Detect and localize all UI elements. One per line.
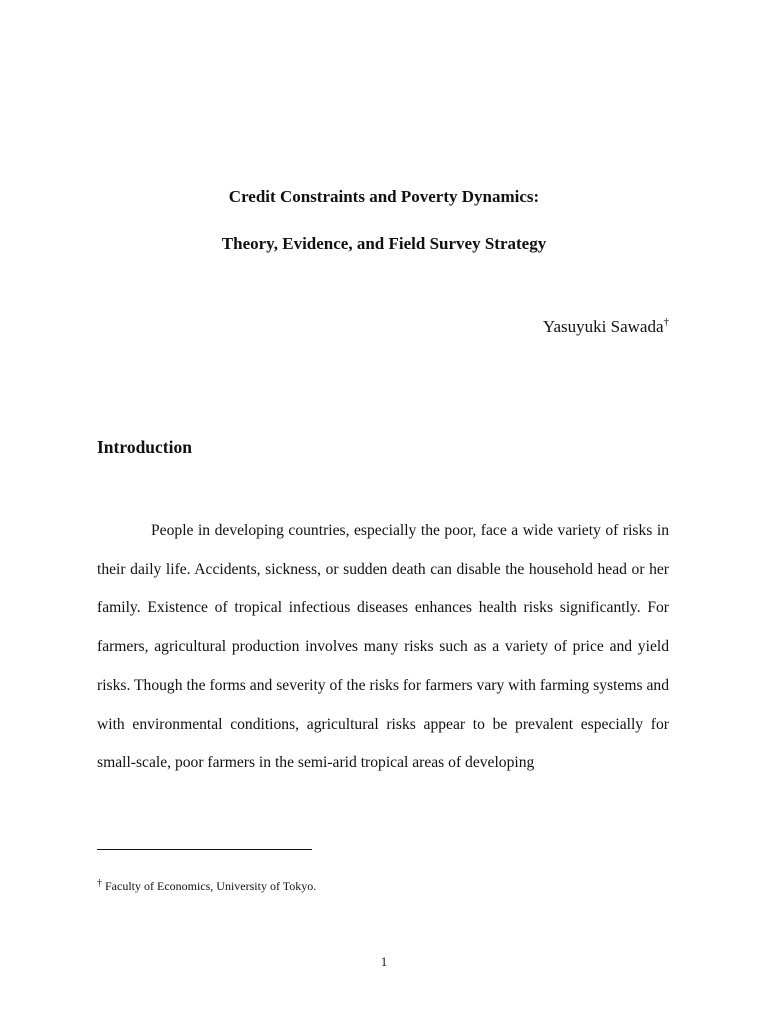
paper-title-line-2: Theory, Evidence, and Field Survey Strategy: [221, 234, 547, 253]
paper-title-line-1: Credit Constraints and Poverty Dynamics:: [228, 187, 540, 206]
section-heading: Introduction: [97, 437, 192, 457]
footnote-mark: †: [97, 878, 102, 889]
footnote-text: Faculty of Economics, University of Tokyo.: [105, 879, 317, 893]
author-footnote-mark: †: [663, 316, 669, 328]
author-name: Yasuyuki Sawada: [542, 317, 664, 336]
page-number: 1: [380, 955, 388, 969]
footnote: [97, 878, 316, 894]
author-block: [543, 316, 669, 338]
footnote-divider: [97, 849, 312, 850]
body-paragraph: People in developing countries, especially the poor, face a wide variety of risks in their daily life. Accidents, sickness, or sudden death can disable the household head or her family. Existence of tropical infectious diseases enhances health risks significantly. For farmers, agricultural production involves many risks such as a variety of price and yield risks. Though the forms and severity of the risks for farmers vary with farming systems and with environmental conditions, agricultural risks appear to be prevalent especially for small-scale, poor farmers in the semi-arid tropical areas of developing: [97, 522, 669, 772]
